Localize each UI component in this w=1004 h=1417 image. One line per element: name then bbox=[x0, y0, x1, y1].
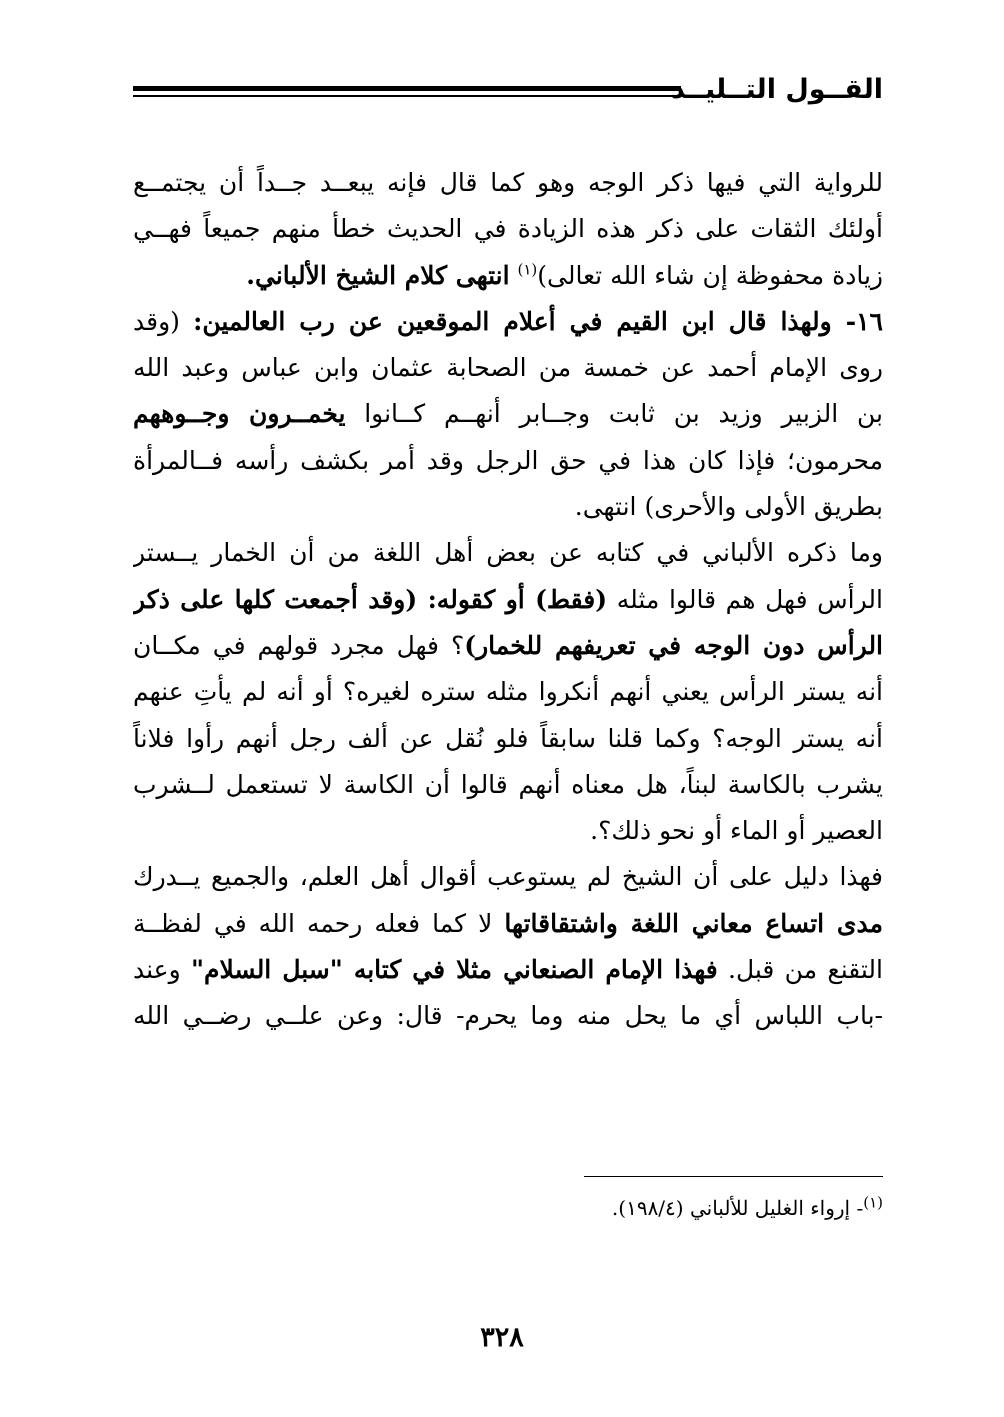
text-line-7: محرمون؛ فإذا كان هذا في حق الرجل وقد أمر بكشف رأسه فــالمرأة bbox=[133, 445, 883, 475]
text-line-14: يشرب بالكاسة لبناً، هل معناه أنهم قالوا أن الكاسة لا تستعمل لــشرب bbox=[133, 769, 883, 799]
text-line-9: وما ذكره الألباني في كتابه عن بعض أهل اللغة من أن الخمار يــستر bbox=[133, 538, 883, 568]
footnote-text: - إرواء الغليل للألباني (١٩٨/٤). bbox=[611, 1196, 864, 1220]
section-16-heading: ١٦- ولهذا قال ابن القيم في أعلام الموقعين عن رب العالمين: bbox=[193, 306, 883, 336]
page-number: ٣٢٨ bbox=[480, 1322, 524, 1353]
text-line-12: أنه يستر الرأس يعني أنهم أنكروا مثله ستره لغيره؟ أو أنه لم يأتِ عنهم bbox=[133, 677, 883, 707]
text-line-17: مدى اتساع معاني اللغة واشتقاقاتها لا كما فعله رحمه الله في لفظــة bbox=[133, 908, 883, 938]
running-title: القــول التــليــد bbox=[670, 74, 883, 105]
text-line-6: بن الزبير وزيد بن ثابت وجــابر أنهــم كــانوا يخمــرون وجــوههم bbox=[133, 399, 883, 429]
text-line-5: روى الإمام أحمد عن خمسة من الصحابة عثمان وابن عباس وعبد الله bbox=[133, 353, 883, 383]
page-header bbox=[133, 72, 883, 112]
text-line-10: الرأس فهل هم قالوا مثله (فقط) أو كقوله: (وقد أجمعت كلها على ذكر bbox=[133, 584, 883, 614]
text-line-15: العصير أو الماء أو نحو ذلك؟. bbox=[590, 816, 883, 846]
text-line-16: فهذا دليل على أن الشيخ لم يستوعب أقوال أهل العلم، والجميع يــدرك bbox=[133, 862, 883, 892]
body-text bbox=[133, 160, 883, 1040]
text-line-3: زيادة محفوظة إن شاء الله تعالى)$^{(١)}$ انتهى كلام الشيخ الألباني. bbox=[246, 260, 883, 290]
text-line-1: للرواية التي فيها ذكر الوجه وهو كما قال فإنه يبعــد جــداً أن يجتمــع bbox=[133, 168, 883, 197]
header-double-rule bbox=[133, 86, 681, 97]
text-line-13: أنه يستر الوجه؟ وكما قلنا سابقاً فلو نُقل عن ألف رجل أنهم رأوا فلاناً bbox=[133, 723, 883, 753]
text-line-18: التقنع من قبل. فهذا الإمام الصنعاني مثلا في كتابه "سبل السلام" وعند bbox=[133, 955, 883, 985]
text-line-19: -باب اللباس أي ما يحل منه وما يحرم- قال: وعن علــي رضــي الله bbox=[133, 1001, 883, 1031]
footnote-reference[interactable]: (١) bbox=[517, 260, 538, 279]
text-line-8: بطريق الأولى والأحرى) انتهى. bbox=[574, 492, 883, 522]
quote-end-note: انتهى كلام الشيخ الألباني. bbox=[246, 260, 510, 290]
footnote-marker: (١) bbox=[863, 1193, 883, 1212]
footnote-separator bbox=[584, 1176, 883, 1177]
text-line-2: أولئك الثقات على ذكر هذه الزيادة في الحديث خطأ منهم جميعاً فهــي bbox=[133, 214, 883, 244]
footnote bbox=[611, 1193, 883, 1220]
text-line-4: ١٦- ولهذا قال ابن القيم في أعلام الموقعين عن رب العالمين: (وقد bbox=[133, 306, 883, 336]
text-line-11: الرأس دون الوجه في تعريفهم للخمار)؟ فهل مجرد قولهم في مكــان bbox=[133, 630, 883, 660]
